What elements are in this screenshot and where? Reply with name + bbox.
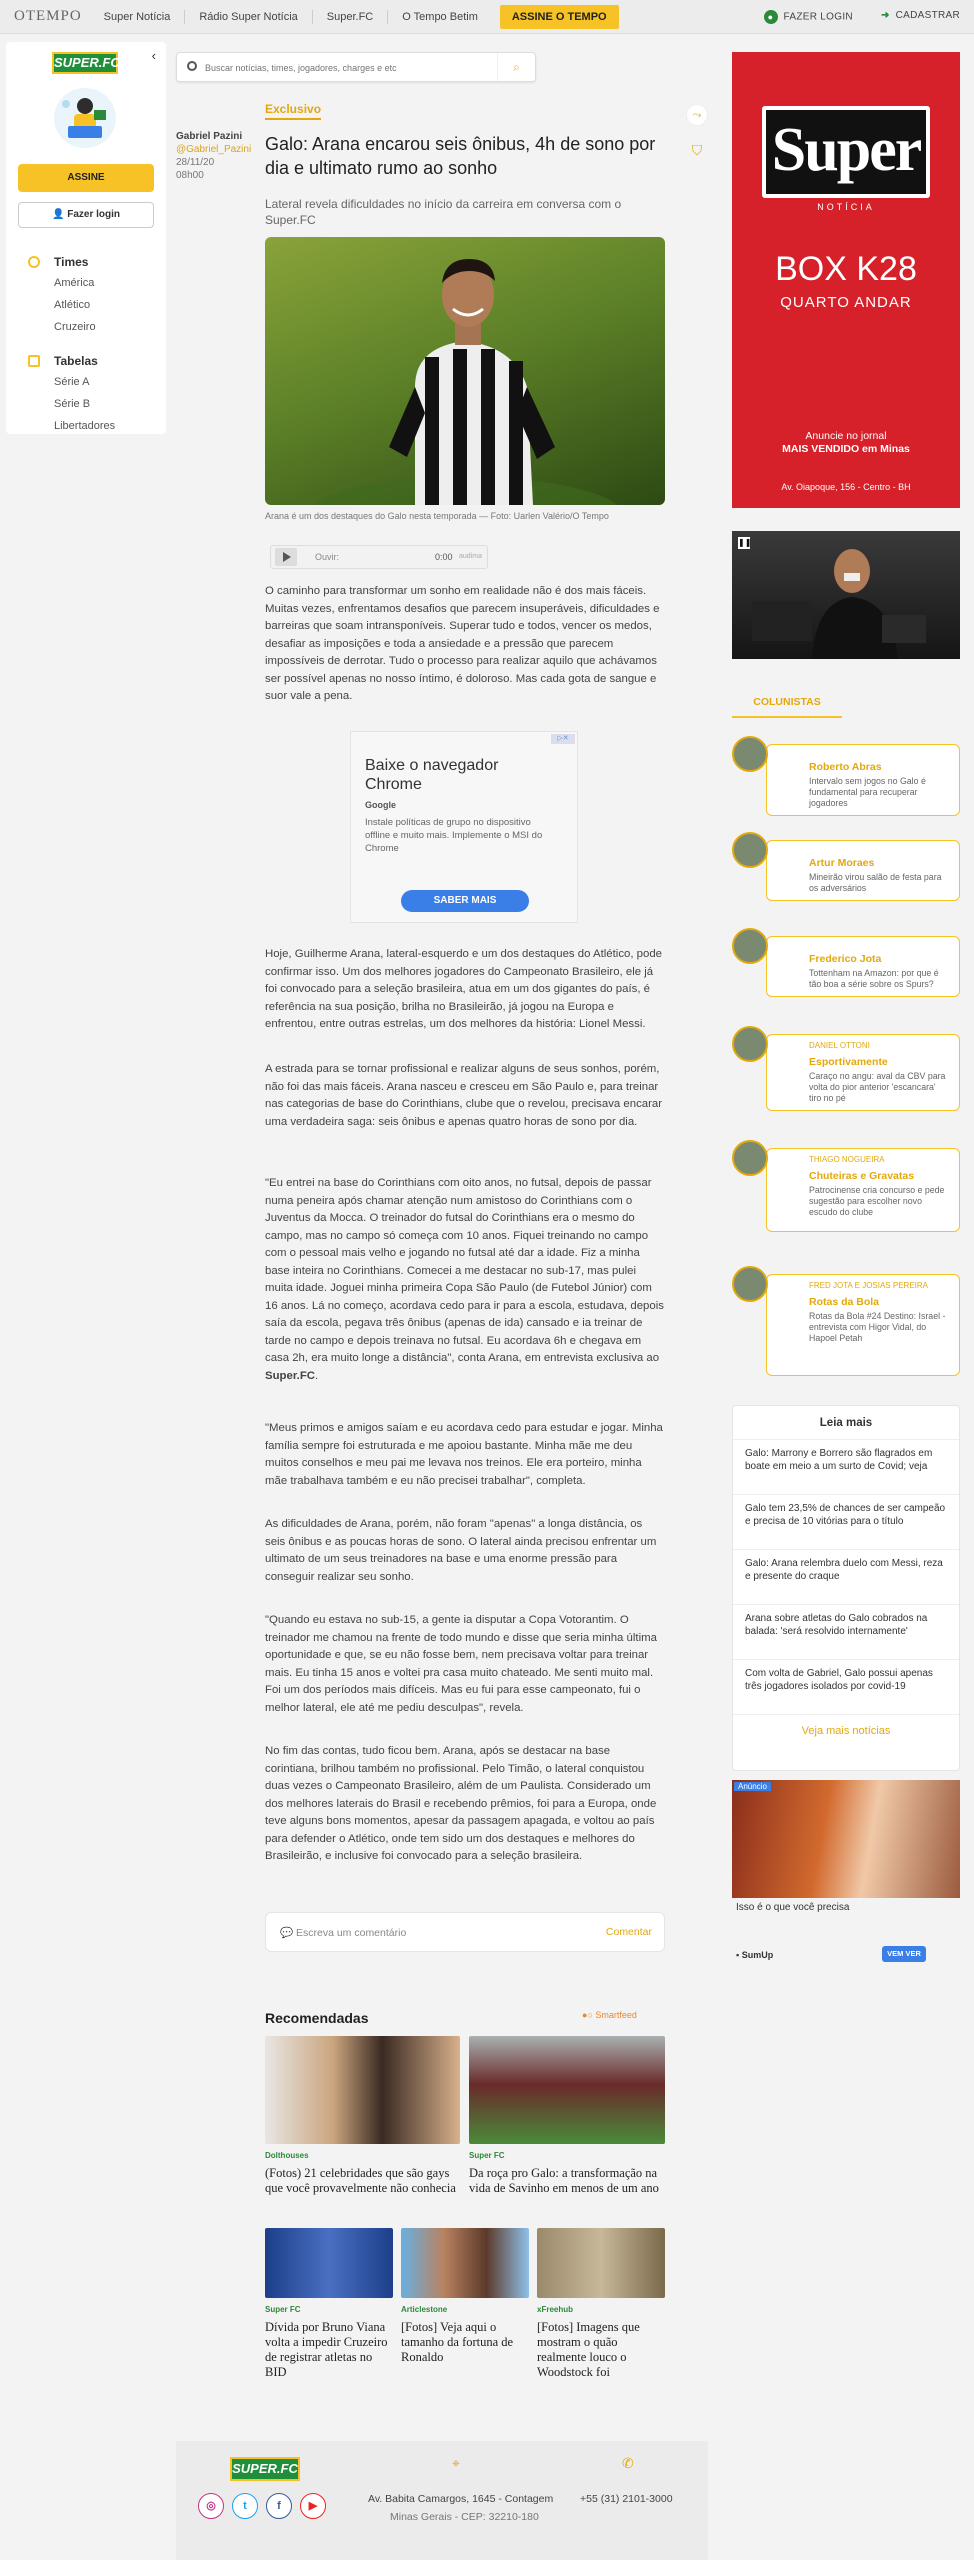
search-button[interactable]: ⌕ — [497, 53, 535, 81]
sumup-caption[interactable]: Isso é o que você precisa — [736, 1902, 850, 1913]
columnist-author: FRED JOTA E JOSIAS PEREIRA — [809, 1281, 928, 1290]
search-bar — [176, 52, 536, 82]
columnist-author: DANIEL OTTONI — [809, 1041, 870, 1050]
veja-mais-link[interactable]: Veja mais notícias — [801, 1725, 891, 1737]
paragraph-5: "Meus primos e amigos saíam e eu acordava cedo para estudar e jogar. Minha família sempre foi estruturada e me apoiou bastante. Minha mãe me deu muitos conselhos e meu pai me levava nos treinos. Ele era porteiro, minha mãe trabalhava também e eu não precisei trabalhar", completa. — [265, 1422, 663, 1487]
phone-icon: ✆ — [622, 2455, 634, 2471]
chevron-left-icon[interactable]: ‹ — [151, 48, 156, 63]
nav-super-noticia[interactable]: Super Notícia — [103, 10, 171, 23]
columnist-name: Roberto Abras — [809, 761, 882, 773]
times-heading: Times — [54, 255, 89, 269]
columnist-name: Frederico Jota — [809, 953, 882, 965]
login-link[interactable] — [764, 10, 853, 24]
rec-title: Da roça pro Galo: a transformação na vida de Savinho em menos de um ano — [469, 2166, 659, 2195]
columnist-avatar — [732, 1026, 768, 1062]
footer-address: Av. Babita Camargos, 1645 - Contagem — [368, 2493, 554, 2505]
article-photo[interactable] — [265, 237, 665, 505]
user-icon: 👤 — [51, 209, 68, 220]
columnist-box — [766, 936, 960, 997]
ad-address: Av. Oiapoque, 156 - Centro - BH — [781, 482, 911, 492]
super-logo — [762, 106, 930, 198]
audio-time: 0:00 — [435, 552, 453, 562]
columnist-avatar — [732, 736, 768, 772]
rec-card[interactable] — [401, 2228, 529, 2365]
columnist-text: Patrocinense cria concurso e pede sugestão para escolher novo escudo do clube — [809, 1185, 945, 1217]
nav-otempo-betim[interactable]: O Tempo Betim — [387, 10, 492, 24]
paragraph-8: No fim das contas, tudo ficou bem. Arana, após se destacar na base corintiana, brilhou também no profissional. Pelo Timão, o lateral conquistou duas vezes o Campeonato Brasileiro, além de um Paulista. Considerado um dos melhores laterais do Brasil e recebendo prêmios, foi para a Europa, onde teve alguns bons momentos, apesar da passagem apagada, e voltou ao país para defender o Atlético, onde tem sido um dos destaques e melhores do Brasileirão, e inclusive foi convocado para a seleção brasileira. — [265, 1745, 657, 1862]
columnist-avatar — [732, 928, 768, 964]
columnist-box — [766, 1148, 960, 1232]
rec-image — [265, 2228, 393, 2298]
paragraph-4-text: "Eu entrei na base do Corinthians com oito anos, no futsal, depois de passar numa peneira após chamar atenção num amistoso do Corinthians com o Juventus da Mocca. O treinador do futsal do Corinthians era o mesmo do campo, mas no campo só começa com 10 anos. Fiquei treinando no campo com o pessoal mais velho e jogando no futsal até dar a idade. Fiz a minha base inteira no Corinthians. Comecei a me destacar no sub-17, mas pulei muita idade. Joguei minha primeira Copa São Paulo (de Futebol Júnior) com 16 anos. Lá no começo, acordava cedo para ir para a escola, estudava, depois saía da escola, pegava três ônibus (apenas de ida) cansado e ia treinar de tarde no campo e depois treinava no futsal. Eu acordava 6h e chegava em casa 2h, era muito longe a distância", conta Arana, em entrevista exclusiva ao — [265, 1177, 664, 1364]
audio-label: Ouvir: — [315, 552, 340, 562]
ad-cta-button[interactable]: SABER MAIS — [401, 890, 529, 912]
login-label: FAZER LOGIN — [783, 11, 853, 23]
sidebar-item-america[interactable]: América — [54, 277, 95, 289]
left-sidebar — [6, 42, 166, 434]
paragraph-6: As dificuldades de Arana, porém, não foram "apenas" a longa distância, os seis ônibus e as poucas horas de sono. O lateral ainda precisou enfrentar um ultimato de um seus treinadores na base e uma enorme pressão para conseguir realizar seu sonho. — [265, 1518, 657, 1583]
facebook-icon[interactable]: f — [266, 2493, 292, 2519]
article-header — [265, 100, 665, 228]
paragraph-1: O caminho para transformar um sonho em realidade não é dos mais fáceis. Muitas vezes, enfrentamos desafios que parecem insuperáveis, dificuldades e barreiras que soam intransponíveis. Superar tudo e todos, vencer os medos, desafiar as imposições e toda a ansiedade e a pressão que parecem impossíveis de derrotar. Tudo o processo para realizar aquilo que achávamos ser possível apenas no nosso íntimo, é doloroso. Mas cada gota de sangue e suor vale a pena. — [265, 585, 660, 702]
sidebar-item-cruzeiro[interactable]: Cruzeiro — [54, 321, 96, 333]
adchoices-icon[interactable]: ▷✕ — [551, 734, 575, 744]
rec-title: Dívida por Bruno Viana volta a impedir Cruzeiro de registrar atletas no BID — [265, 2320, 388, 2379]
super-fc-mention: Super.FC — [265, 1369, 316, 1382]
author-handle[interactable]: @Gabriel_Pazini — [176, 144, 252, 155]
super-fc-logo[interactable]: SUPER.FC — [52, 52, 118, 74]
assine-otempo-button[interactable]: ASSINE O TEMPO — [500, 5, 619, 29]
leia-mais-item[interactable]: Com volta de Gabriel, Galo possui apenas três jogadores isolados por covid-19 — [733, 1660, 959, 1715]
bookmark-icon[interactable]: ⛉ — [691, 142, 703, 158]
rec-image — [401, 2228, 529, 2298]
colunistas-tab[interactable]: COLUNISTAS — [732, 690, 842, 718]
nav-radio-super-noticia[interactable]: Rádio Super Notícia — [184, 10, 311, 24]
rec-source: xFreehub — [537, 2305, 574, 2314]
rec-card[interactable] — [469, 2036, 665, 2196]
article-date: 28/11/20 — [176, 157, 215, 168]
columnist-name: Artur Moraes — [809, 857, 875, 869]
nav-super-fc[interactable]: Super.FC — [312, 10, 387, 24]
rec-source: Articlestone — [401, 2305, 448, 2314]
signin-arrow-icon: ➜ — [880, 9, 890, 21]
register-label: CADASTRAR — [895, 9, 960, 21]
columnist-text: Caraço no angu: aval da CBV para volta do pior anterior 'escancara' tiro no pé — [809, 1071, 946, 1103]
super-logo-text: Super — [766, 110, 926, 194]
columnist-text: Mineirão virou salão de festa para os adversários — [809, 872, 942, 893]
chrome-ad[interactable] — [350, 731, 578, 923]
rec-source: Super FC — [469, 2151, 505, 2160]
smartfeed-icon: ●○ — [582, 2010, 596, 2020]
columnist-box — [766, 840, 960, 901]
article-title: Galo: Arana encarou seis ônibus, 4h de sono por dia e ultimato rumo ao sonho — [265, 134, 656, 178]
paragraph-4 — [265, 1175, 665, 1385]
footer-phone[interactable]: +55 (31) 2101-3000 — [580, 2493, 673, 2505]
comment-placeholder: Escreva um comentário — [296, 1927, 407, 1939]
audio-brand: audima — [459, 553, 482, 560]
location-pin-icon: ⌖ — [452, 2455, 460, 2471]
columnist-name: Chuteiras e Gravatas — [809, 1170, 915, 1182]
columnist-text: Intervalo sem jogos no Galo é fundamental para recuperar jogadores — [809, 776, 926, 808]
author-name[interactable]: Gabriel Pazini — [176, 131, 243, 142]
comment-box[interactable] — [265, 1912, 665, 1952]
columnist-box — [766, 744, 960, 816]
columnist-text: Rotas da Bola #24 Destino: Israel - entrevista com Higor Vidal, do Hapoel Petah — [809, 1311, 946, 1343]
fazer-login-button[interactable] — [18, 202, 154, 228]
footer-logo[interactable]: SUPER.FC — [230, 2457, 300, 2481]
reader-illustration — [54, 88, 116, 148]
sidebar-item-serie-a[interactable]: Série A — [54, 376, 90, 388]
leia-mais-item[interactable]: Galo: Arana relembra duelo com Messi, reza e presente do craque — [733, 1550, 959, 1605]
columnist-name: Esportivamente — [809, 1056, 888, 1068]
register-link[interactable] — [881, 10, 960, 24]
sidebar-item-atletico[interactable]: Atlético — [54, 299, 91, 311]
ad-tag: Anúncio — [734, 1782, 771, 1791]
ad-anuncie-line1: Anuncie no jornal — [805, 430, 887, 442]
video-player[interactable] — [732, 531, 960, 659]
ad-anuncie-line2: MAIS VENDIDO em Minas — [782, 443, 910, 455]
sumup-brand — [736, 1950, 773, 1960]
rec-image — [265, 2036, 460, 2144]
article-subtitle: Lateral revela dificuldades no início da carreira em conversa com o Super.FC — [265, 197, 622, 227]
leia-mais-box — [732, 1405, 960, 1771]
comment-input[interactable] — [280, 1926, 406, 1939]
tabelas-heading: Tabelas — [54, 354, 98, 368]
smartfeed-badge[interactable] — [582, 2010, 637, 2020]
sidebar-item-libertadores[interactable]: Libertadores — [54, 420, 116, 432]
rec-title: (Fotos) 21 celebridades que são gays que você provavelmente não conhecia — [265, 2166, 456, 2195]
search-input[interactable] — [205, 59, 465, 77]
paragraph-3: A estrada para se tornar profissional e realizar alguns de seus sonhos, porém, não foi das mais fáceis. Arana nasceu e cresceu em São Paulo e, para treinar nas categorias de base do Corinthians, clube que o revelou, precisava encarar uma verdadeira saga: seis ônibus e apenas quatro horas de sono por dia. — [265, 1063, 663, 1128]
rec-card[interactable] — [265, 2228, 393, 2380]
smartfeed-label: Smartfeed — [595, 2010, 637, 2020]
clock-icon — [28, 256, 40, 268]
columnist-avatar — [732, 1266, 768, 1302]
play-icon[interactable] — [275, 548, 297, 566]
columnist-avatar — [732, 1140, 768, 1176]
trophy-icon — [28, 355, 40, 367]
paragraph-4-end: . — [315, 1369, 319, 1382]
rec-card[interactable] — [537, 2228, 665, 2380]
youtube-icon[interactable]: ▶ — [300, 2493, 326, 2519]
speech-bubble-icon: 💬 — [280, 1927, 296, 1939]
top-bar — [0, 0, 974, 34]
article-category[interactable]: Exclusivo — [265, 102, 321, 120]
paragraph-2: Hoje, Guilherme Arana, lateral-esquerdo e um dos destaques do Atlético, pode confirmar isso. Um dos melhores jogadores do Campeonato Brasileiro, ele já foi convocado para a seleção brasileira, atua em um dos gigantes do país, é referência na sua posição, brilha no Brasileirão, já jogou na Europa e enfrentou, entre outras estrelas, um dos melhores da história: Lionel Messi. — [265, 948, 663, 1030]
columnist-text: Tottenham na Amazon: por que é tão boa a série sobre os Spurs? — [809, 968, 939, 989]
vem-ver-button[interactable]: VEM VER — [882, 1946, 926, 1962]
assine-button[interactable]: ASSINE — [18, 164, 154, 192]
fazer-login-label: Fazer login — [67, 209, 121, 220]
recommended-heading: Recomendadas — [265, 2010, 369, 2026]
pause-icon[interactable]: ❚❚ — [738, 538, 752, 547]
author-block — [176, 130, 251, 182]
user-icon: ● — [764, 10, 778, 24]
columnist-author: THIAGO NOGUEIRA — [809, 1155, 885, 1164]
ad-noticia: NOTÍCIA — [817, 202, 875, 212]
ad-headline: Baixe o navegador Chrome — [365, 757, 499, 793]
share-icon[interactable]: ⤳ — [686, 104, 708, 126]
photo-caption: Arana é um dos destaques do Galo nesta temporada — Foto: Uarlen Valério/O Tempo — [265, 511, 609, 521]
sumup-ad-image[interactable] — [732, 1780, 960, 1898]
sidebar-item-serie-b[interactable]: Série B — [54, 398, 91, 410]
sumup-logo-icon: ▪ — [736, 1950, 742, 1960]
rec-source: Super FC — [265, 2305, 301, 2314]
rec-image — [537, 2228, 665, 2298]
ad-box: BOX K28 — [775, 250, 917, 288]
paragraph-7: "Quando eu estava no sub-15, a gente ia disputar a Copa Votorantim. O treinador me chamou na frente de todo mundo e disse que seria minha última oportunidade e que, se eu não fosse bem, nem precisava voltar para treinar mais. Eu tinha 15 anos e voltei pra casa muito chateado. Me senti muito mal. Foi um dos períodos mais difíceis. Mas eu fui para esse campeonato, fui o melhor lateral, ele até me pediu desculpas", revela. — [265, 1614, 657, 1714]
twitter-icon[interactable]: t — [232, 2493, 258, 2519]
ad-brand: Google — [365, 800, 396, 810]
columnist-box — [766, 1034, 960, 1111]
audio-player — [270, 545, 488, 569]
columnist-box — [766, 1274, 960, 1376]
ad-description: Instale políticas de grupo no dispositivo offline e muito mais. Implemente o MSI do Chrome — [365, 817, 543, 854]
search-icon — [187, 61, 197, 71]
rec-title: [Fotos] Veja aqui o tamanho da fortuna de Ronaldo — [401, 2320, 514, 2364]
instagram-icon[interactable]: ◎ — [198, 2493, 224, 2519]
sumup-brand-label: SumUp — [741, 1950, 774, 1960]
rec-title: [Fotos] Imagens que mostram o quão realmente louco o Woodstock foi — [537, 2320, 640, 2379]
leia-mais-item[interactable]: Galo: Marrony e Borrero são flagrados em boate em meio a um surto de Covid; veja — [733, 1440, 959, 1495]
leia-mais-item[interactable]: Galo tem 23,5% de chances de ser campeão e precisa de 10 vitórias para o título — [733, 1495, 959, 1550]
otempo-logo[interactable]: OTEMPO — [14, 8, 82, 24]
ad-quarto: QUARTO ANDAR — [780, 294, 912, 311]
article-time: 08h00 — [176, 170, 204, 181]
ad-anuncie — [732, 430, 960, 456]
columnist-avatar — [732, 832, 768, 868]
comment-button[interactable]: Comentar — [605, 1926, 652, 1938]
footer-cep: Minas Gerais - CEP: 32210-180 — [390, 2511, 539, 2523]
leia-mais-item[interactable]: Arana sobre atletas do Galo cobrados na balada: 'será resolvido internamente' — [733, 1605, 959, 1660]
leia-mais-title: Leia mais — [733, 1406, 959, 1440]
rec-card[interactable] — [265, 2036, 460, 2196]
super-noticia-ad[interactable] — [732, 52, 960, 508]
rec-image — [469, 2036, 665, 2144]
footer — [176, 2441, 708, 2560]
columnist-name: Rotas da Bola — [809, 1296, 880, 1308]
rec-source: Dolthouses — [265, 2151, 309, 2160]
